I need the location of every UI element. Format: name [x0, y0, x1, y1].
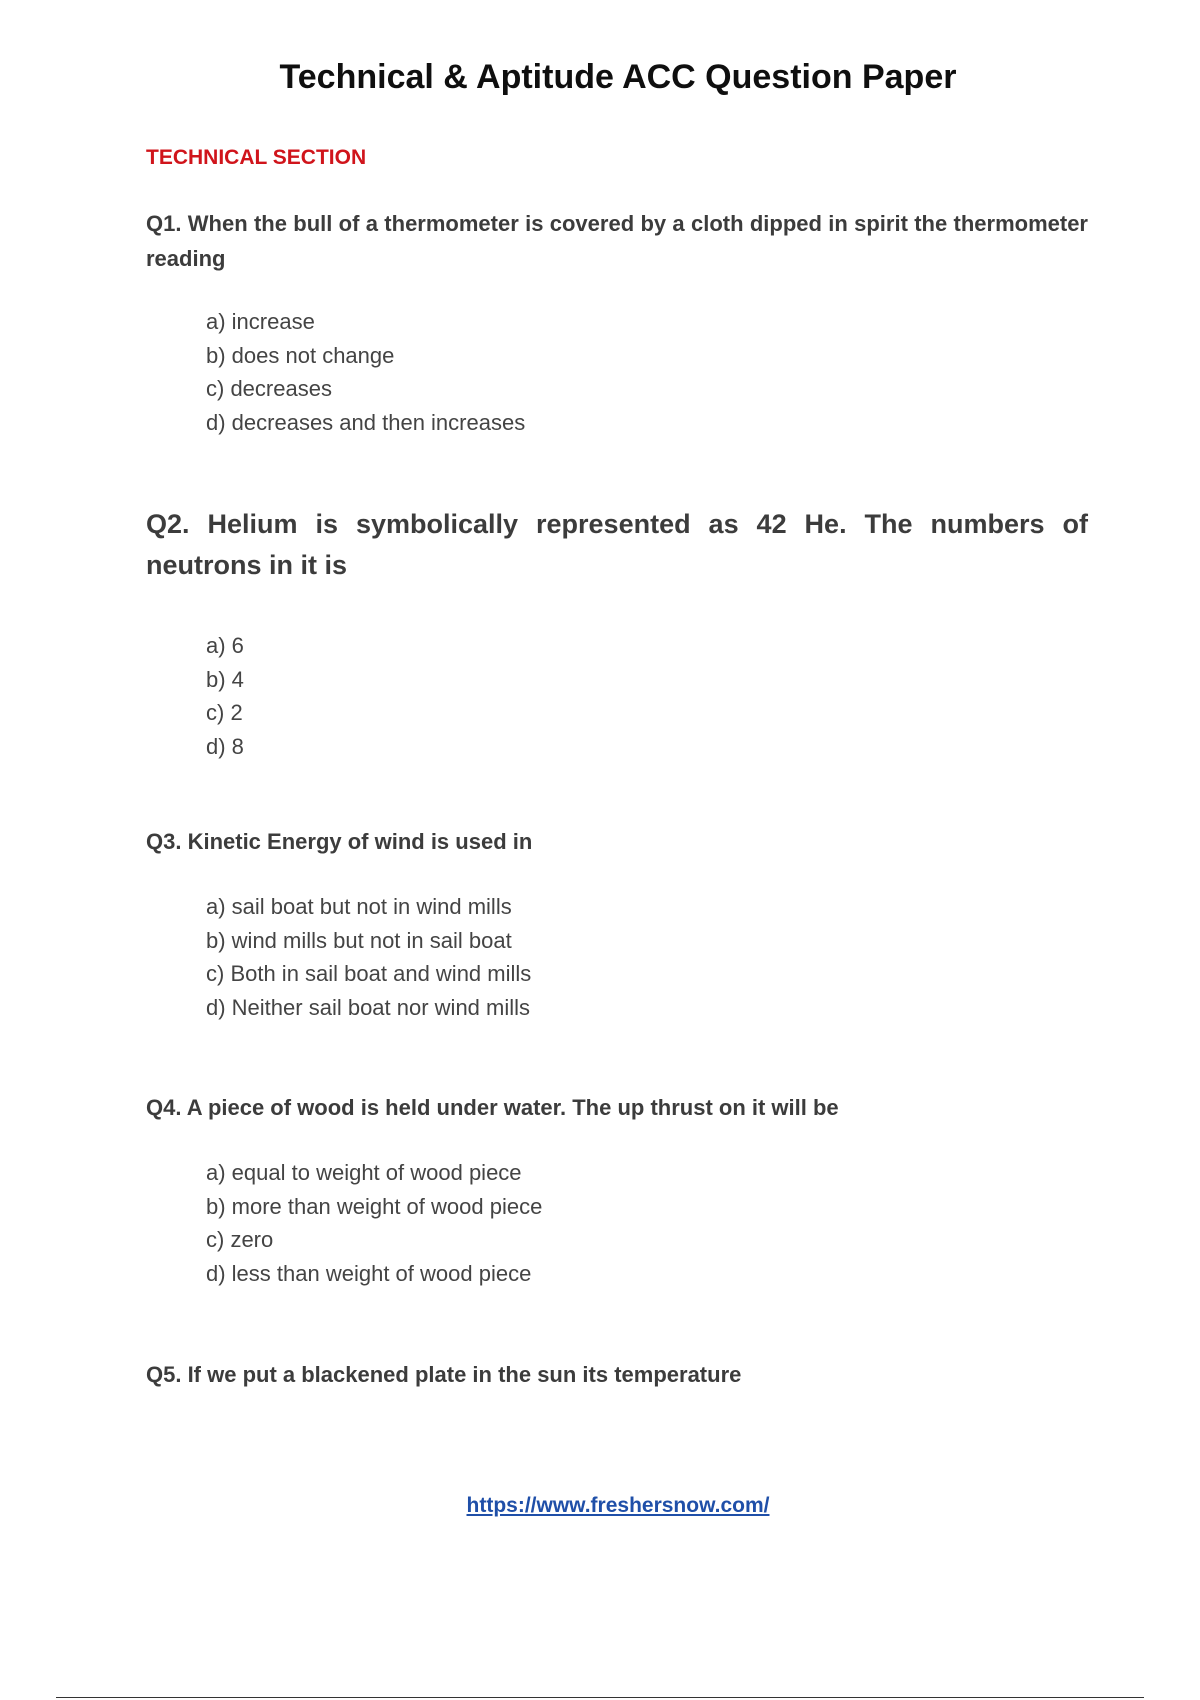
- option-c: c) zero: [206, 1227, 274, 1252]
- question-5: [146, 1357, 1088, 1392]
- option-b: b) wind mills but not in sail boat: [206, 927, 512, 953]
- option-b: b) does not change: [206, 342, 395, 368]
- option-a: a) 6: [206, 633, 244, 658]
- option-b: b) 4: [206, 666, 244, 692]
- bottom-divider: [56, 1697, 1144, 1698]
- question-4: [146, 1090, 1088, 1290]
- option-list: [146, 1156, 1088, 1290]
- option-list: [146, 305, 1088, 439]
- option-d: d) decreases and then increases: [206, 409, 526, 435]
- option-d: d) 8: [206, 733, 244, 759]
- question-2: [146, 504, 1088, 763]
- option-c: c) decreases: [206, 376, 332, 401]
- question-1: [146, 206, 1088, 439]
- option-a: a) sail boat but not in wind mills: [206, 894, 512, 919]
- question-text: Q2. Helium is symbolically represented as 42 He. The numbers of neutrons in it is: [146, 509, 1088, 580]
- option-list: [146, 890, 1088, 1024]
- footer-link-container: [0, 1494, 1200, 1518]
- option-d: d) Neither sail boat nor wind mills: [206, 994, 531, 1020]
- option-a: a) increase: [206, 309, 315, 334]
- question-text: Q3. Kinetic Energy of wind is used in: [146, 829, 533, 854]
- question-3: [146, 824, 1088, 1024]
- option-d: d) less than weight of wood piece: [206, 1260, 532, 1286]
- question-text: Q5. If we put a blackened plate in the sun its temperature: [146, 1362, 742, 1387]
- question-text: Q1. When the bull of a thermometer is covered by a cloth dipped in spirit the thermometer reading: [146, 211, 1088, 271]
- option-c: c) Both in sail boat and wind mills: [206, 961, 532, 986]
- question-text: Q4. A piece of wood is held under water. The up thrust on it will be: [146, 1095, 839, 1120]
- footer-link[interactable]: https://www.freshersnow.com/: [466, 1494, 770, 1517]
- option-a: a) equal to weight of wood piece: [206, 1160, 522, 1185]
- option-b: b) more than weight of wood piece: [206, 1193, 543, 1219]
- section-heading: TECHNICAL SECTION: [146, 146, 367, 169]
- option-c: c) 2: [206, 700, 243, 725]
- option-list: [146, 629, 1088, 763]
- page-title: Technical & Aptitude ACC Question Paper: [279, 58, 957, 96]
